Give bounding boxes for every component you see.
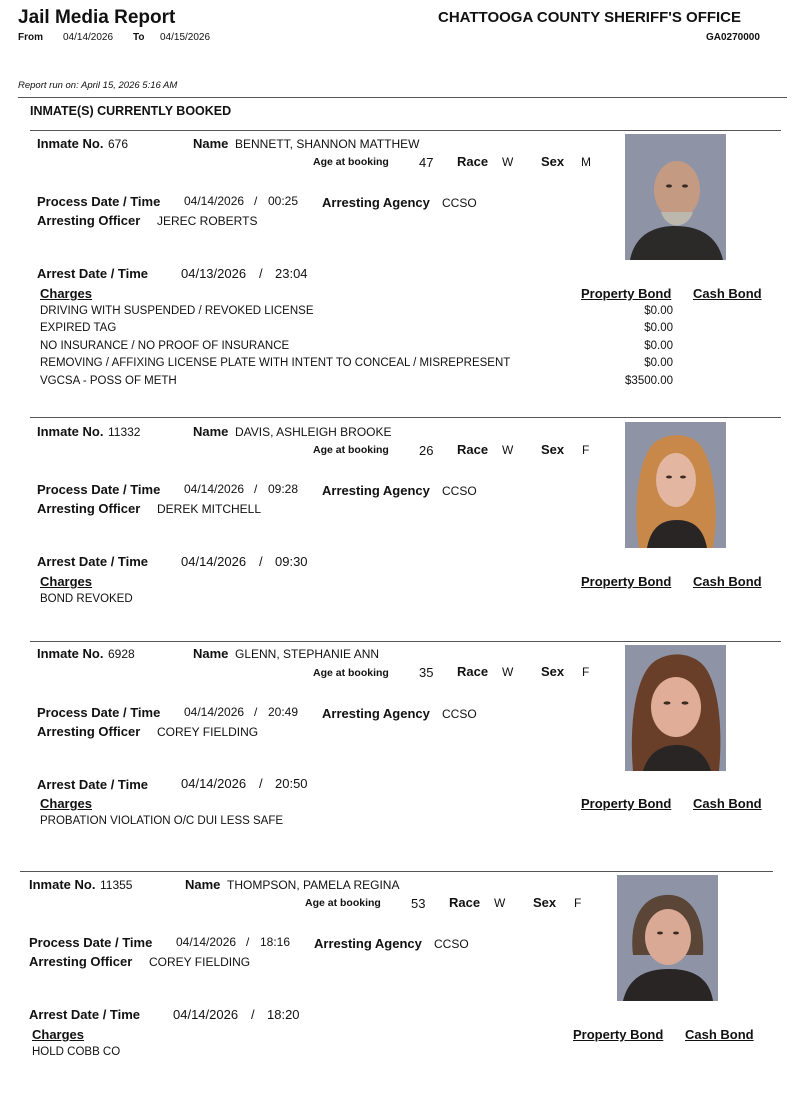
arrest-date: 04/14/2026 [173, 1007, 239, 1022]
inmate-name: BENNETT, SHANNON MATTHEW [235, 137, 420, 151]
mugshot-photo [617, 875, 718, 1001]
property-bond-header: Property Bond [581, 574, 672, 589]
charge-item: BOND REVOKED [40, 593, 133, 605]
inmate-no: 11332 [108, 425, 141, 439]
charge-item: HOLD COBB CO [32, 1046, 121, 1058]
arrest-date: 04/13/2026 [181, 266, 247, 281]
mugshot-photo [625, 134, 726, 260]
age-label: Age at booking [313, 156, 389, 168]
process-date: 04/14/2026 [184, 194, 245, 208]
agency-value: CCSO [442, 707, 477, 721]
inmate-name: THOMPSON, PAMELA REGINA [227, 878, 400, 892]
inmate-no: 676 [108, 137, 129, 151]
age-label: Age at booking [313, 667, 389, 679]
age-label: Age at booking [305, 897, 381, 909]
mugshot-photo [625, 422, 726, 548]
slash: / [259, 266, 263, 281]
inmate-no-label: Inmate No. [29, 877, 96, 892]
report-title: Jail Media Report [18, 7, 176, 28]
cash-bond-header: Cash Bond [693, 574, 762, 589]
slash: / [259, 554, 263, 569]
header-divider [18, 97, 787, 98]
name-label: Name [193, 424, 229, 439]
sex-label: Sex [541, 664, 565, 679]
to-label: To [133, 32, 145, 43]
arrest-label: Arrest Date / Time [37, 266, 149, 281]
process-time: 00:25 [268, 194, 299, 208]
slash: / [254, 194, 258, 208]
officer-label: Arresting Officer [37, 724, 141, 739]
process-date: 04/14/2026 [176, 935, 237, 949]
agency-label: Arresting Agency [314, 936, 422, 951]
inmate-no: 6928 [108, 647, 135, 661]
agency-value: CCSO [434, 937, 469, 951]
race-value: W [502, 443, 514, 457]
sex-value: F [582, 443, 590, 457]
arrest-label: Arrest Date / Time [37, 554, 149, 569]
sex-value: F [574, 896, 582, 910]
slash: / [254, 482, 258, 496]
slash: / [254, 705, 258, 719]
record-divider [30, 641, 781, 642]
arrest-time: 09:30 [275, 554, 308, 569]
process-time: 18:16 [260, 935, 291, 949]
sex-label: Sex [541, 442, 565, 457]
age-value: 47 [419, 155, 434, 170]
process-time: 20:49 [268, 705, 299, 719]
inmate-no-label: Inmate No. [37, 424, 104, 439]
process-label: Process Date / Time [37, 482, 161, 497]
agency-label: Arresting Agency [322, 706, 430, 721]
arrest-time: 18:20 [267, 1007, 300, 1022]
officer-value: JEREC ROBERTS [157, 214, 258, 228]
officer-value: COREY FIELDING [149, 955, 251, 969]
cash-bond-header: Cash Bond [693, 796, 762, 811]
agency-id: GA0270000 [706, 32, 760, 43]
process-date: 04/14/2026 [184, 705, 245, 719]
process-time: 09:28 [268, 482, 299, 496]
race-value: W [502, 155, 514, 169]
slash: / [251, 1007, 255, 1022]
arrest-label: Arrest Date / Time [37, 777, 149, 792]
charge-item: VGCSA - POSS OF METH [40, 375, 177, 387]
arrest-label: Arrest Date / Time [29, 1007, 141, 1022]
property-bond-value: $3500.00 [625, 375, 673, 387]
property-bond-value: $0.00 [644, 305, 673, 317]
cash-bond-header: Cash Bond [685, 1027, 754, 1042]
officer-label: Arresting Officer [37, 501, 141, 516]
arrest-date: 04/14/2026 [181, 776, 247, 791]
inmate-no-label: Inmate No. [37, 136, 104, 151]
process-label: Process Date / Time [37, 705, 161, 720]
charge-item: DRIVING WITH SUSPENDED / REVOKED LICENSE [40, 305, 314, 317]
property-bond-value: $0.00 [644, 357, 673, 369]
inmate-no: 11355 [100, 878, 133, 892]
race-value: W [494, 896, 506, 910]
race-label: Race [449, 895, 481, 910]
property-bond-header: Property Bond [581, 796, 672, 811]
property-bond-value: $0.00 [644, 340, 673, 352]
charge-item: PROBATION VIOLATION O/C DUI LESS SAFE [40, 815, 284, 827]
race-label: Race [457, 442, 489, 457]
sex-label: Sex [533, 895, 557, 910]
charges-header: Charges [40, 796, 93, 811]
officer-label: Arresting Officer [29, 954, 133, 969]
age-label: Age at booking [313, 444, 389, 456]
agency-title: CHATTOOGA COUNTY SHERIFF'S OFFICE [438, 9, 742, 26]
inmate-no-label: Inmate No. [37, 646, 104, 661]
charges-header: Charges [40, 574, 93, 589]
inmate-name: DAVIS, ASHLEIGH BROOKE [235, 425, 392, 439]
slash: / [259, 776, 263, 791]
name-label: Name [193, 136, 229, 151]
record-divider [20, 871, 773, 872]
sex-label: Sex [541, 154, 565, 169]
arrest-time: 20:50 [275, 776, 308, 791]
race-label: Race [457, 664, 489, 679]
agency-label: Arresting Agency [322, 195, 430, 210]
property-bond-header: Property Bond [573, 1027, 664, 1042]
agency-value: CCSO [442, 484, 477, 498]
age-value: 26 [419, 443, 434, 458]
officer-label: Arresting Officer [37, 213, 141, 228]
charge-item: REMOVING / AFFIXING LICENSE PLATE WITH INTENT TO CONCEAL / MISREPRESENT [40, 357, 511, 369]
age-value: 53 [411, 896, 426, 911]
sex-value: M [581, 155, 591, 169]
cash-bond-header: Cash Bond [693, 286, 762, 301]
process-label: Process Date / Time [29, 935, 153, 950]
name-label: Name [185, 877, 221, 892]
charges-header: Charges [40, 286, 93, 301]
to-date: 04/15/2026 [160, 32, 211, 43]
charges-header: Charges [32, 1027, 85, 1042]
report-run-timestamp: Report run on: April 15, 2026 5:16 AM [18, 80, 178, 91]
inmate-name: GLENN, STEPHANIE ANN [235, 647, 380, 661]
property-bond-header: Property Bond [581, 286, 672, 301]
property-bond-value: $0.00 [644, 322, 673, 334]
name-label: Name [193, 646, 229, 661]
record-divider [30, 417, 781, 418]
charge-item: EXPIRED TAG [40, 322, 117, 334]
agency-value: CCSO [442, 196, 477, 210]
age-value: 35 [419, 665, 434, 680]
agency-label: Arresting Agency [322, 483, 430, 498]
process-date: 04/14/2026 [184, 482, 245, 496]
sex-value: F [582, 665, 590, 679]
from-date: 04/14/2026 [63, 32, 114, 43]
officer-value: COREY FIELDING [157, 725, 259, 739]
race-value: W [502, 665, 514, 679]
arrest-date: 04/14/2026 [181, 554, 247, 569]
section-title: INMATE(S) CURRENTLY BOOKED [30, 104, 232, 118]
section-divider [30, 130, 781, 131]
mugshot-photo [625, 645, 726, 771]
slash: / [246, 935, 250, 949]
process-label: Process Date / Time [37, 194, 161, 209]
race-label: Race [457, 154, 489, 169]
charge-item: NO INSURANCE / NO PROOF OF INSURANCE [40, 340, 290, 352]
arrest-time: 23:04 [275, 266, 308, 281]
officer-value: DEREK MITCHELL [157, 502, 262, 516]
from-label: From [18, 32, 43, 43]
